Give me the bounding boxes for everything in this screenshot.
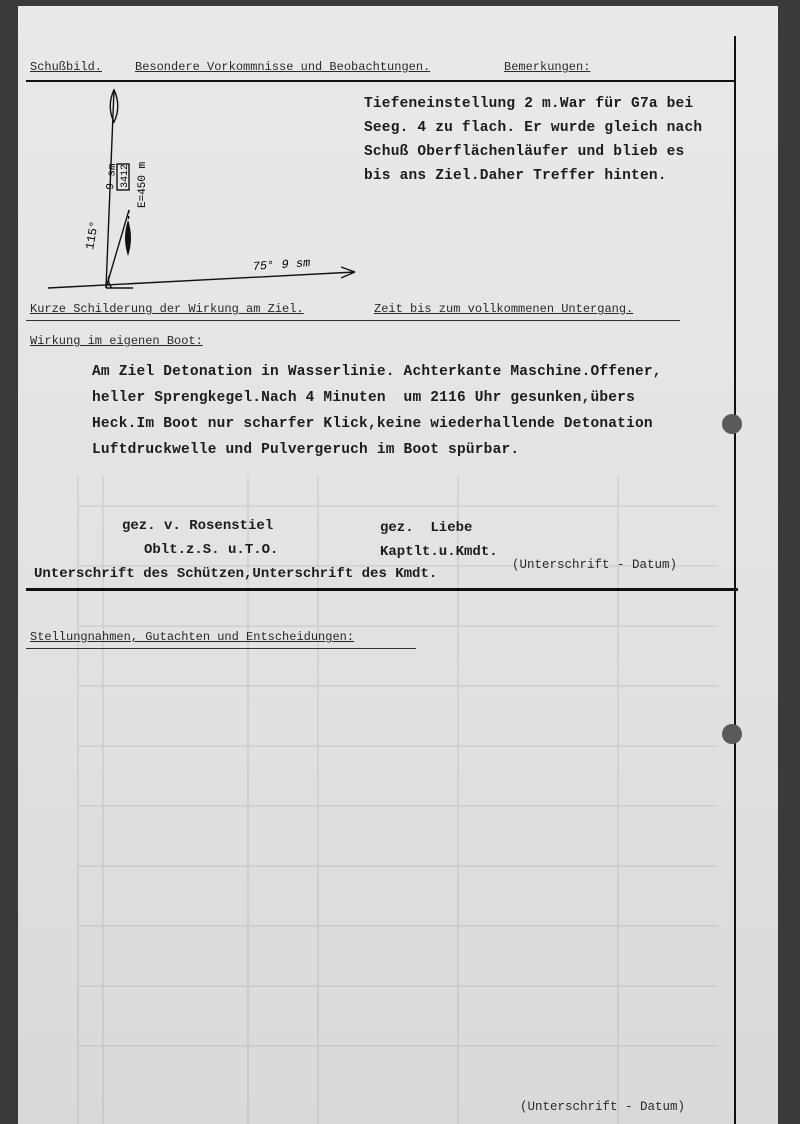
effect-line-3: Heck.Im Boot nur scharfer Klick,keine wiederhallende Detonation	[92, 416, 653, 432]
commander-rank: Kaptlt.u.Kmdt.	[380, 544, 498, 560]
shooter-rank: Oblt.z.S. u.T.O.	[144, 542, 279, 558]
document-page	[18, 6, 778, 1124]
sketch-distance-label: 9 sm	[105, 162, 120, 191]
effect-line-4: Luftdruckwelle und Pulvergeruch im Boot spürbar.	[92, 442, 520, 458]
heading-zeit: Zeit bis zum vollkommenen Untergang.	[374, 302, 634, 316]
sketch-box-label: 3412	[120, 163, 131, 188]
heading-stellungnahmen: Stellungnahmen, Gutachten und Entscheidungen:	[30, 630, 355, 644]
remarks-line-3: Schuß Oberflächenläufer und blieb es	[364, 144, 685, 160]
signature-rule	[26, 588, 738, 591]
stellungnahmen-rule	[26, 648, 416, 649]
effect-line-1: Am Ziel Detonation in Wasserlinie. Achterkante Maschine.Offener,	[92, 364, 662, 380]
sketch-course-label: 75° 9 sm	[252, 256, 311, 274]
right-margin-rule	[734, 36, 736, 1124]
punch-hole-lower	[722, 724, 742, 744]
heading-vorkommnisse: Besondere Vorkommnisse und Beobachtungen.	[135, 60, 431, 74]
heading-bemerkungen: Bemerkungen:	[504, 60, 591, 74]
remarks-line-2: Seeg. 4 zu flach. Er wurde gleich nach	[364, 120, 703, 136]
sketch-e-label: E=450 m	[137, 161, 149, 208]
punch-hole-upper	[722, 414, 742, 434]
effect-line-2: heller Sprengkegel.Nach 4 Minuten um 2116 Uhr gesunken,übers	[92, 390, 635, 406]
shooter-name: gez. v. Rosenstiel	[122, 518, 274, 534]
commander-name: gez. Liebe	[380, 520, 473, 536]
remarks-line-1: Tiefeneinstellung 2 m.War für G7a bei	[364, 96, 694, 112]
heading-schilderung: Kurze Schilderung der Wirkung am Ziel.	[30, 302, 304, 316]
heading-schussbild: Schußbild.	[30, 60, 103, 74]
heading-wirkung-boot: Wirkung im eigenen Boot:	[30, 334, 203, 348]
signature-line-label: Unterschrift des Schützen,Unterschrift des Kmdt.	[34, 566, 438, 582]
schilderung-rule	[26, 320, 680, 321]
bottom-date-label: (Unterschrift - Datum)	[520, 1100, 686, 1114]
sketch-angle-label: 115°	[83, 219, 102, 251]
firing-sketch	[43, 80, 363, 300]
signature-date-label: (Unterschrift - Datum)	[512, 558, 678, 572]
remarks-line-4: bis ans Ziel.Daher Treffer hinten.	[364, 168, 667, 184]
